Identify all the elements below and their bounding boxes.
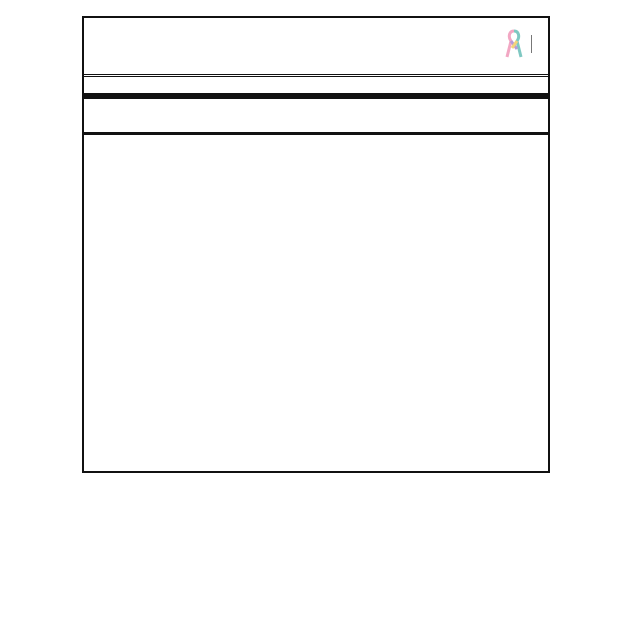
divider bbox=[84, 76, 548, 77]
awareness-ribbon-icon bbox=[505, 29, 523, 59]
thick-divider bbox=[84, 93, 548, 99]
divider bbox=[84, 74, 548, 75]
brand-logo bbox=[505, 26, 536, 62]
supplement-facts-panel bbox=[82, 16, 550, 473]
brand-divider bbox=[531, 35, 532, 53]
thick-divider bbox=[84, 132, 548, 135]
